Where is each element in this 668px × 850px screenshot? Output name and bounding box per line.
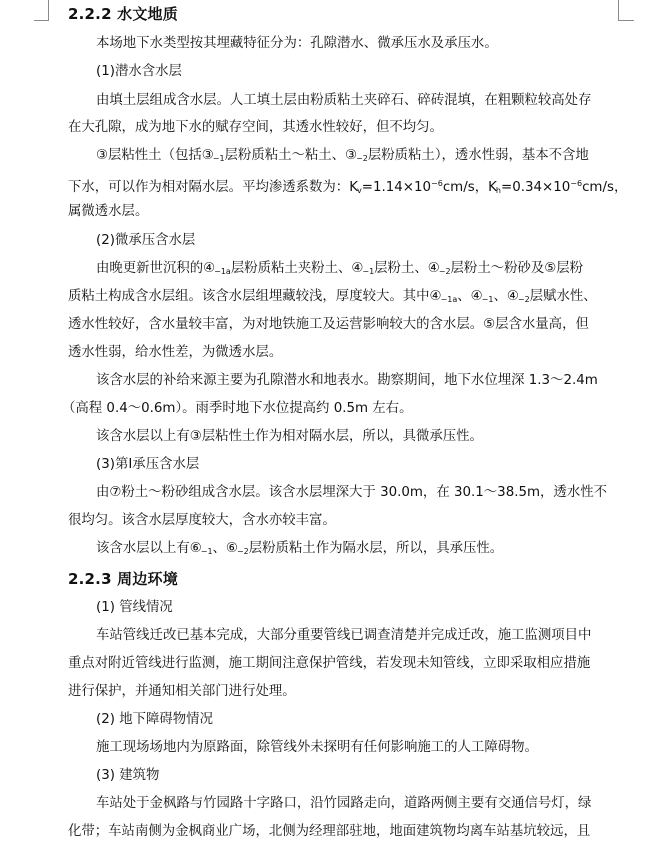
subscript: −1 [481,295,494,304]
subscript: −2 [517,295,530,304]
subscript: −2 [438,267,451,276]
paragraph-line: 透水性较好，含水量较丰富，为对地铁施工及运营影响较大的含水层。⑤层含水量高，但 [68,317,589,332]
paragraph-line: 施工现场场地内为原路面，除管线外未探明有任何影响施工的人工障碍物。 [96,740,538,755]
paragraph-line [96,259,583,282]
subscript: −2 [236,547,249,556]
paragraph-line: 由⑦粉土～粉砂组成含水层。该含水层埋深大于 30.0m，在 30.1～38.5m，透水性不 [96,485,607,500]
text-run: 层赋水性、 [529,289,597,304]
text-run: cm/s， [582,180,628,195]
text-run: =1.14×10 [361,180,432,195]
crop-mark-top-left-h [34,20,49,21]
subsection-title: (3)第Ⅰ承压含水层 [96,457,200,472]
paragraph-line: 由填土层组成含水层。人工填土层由粉质粘土夹碎石、碎砖混填，在粗颗粒较高处存 [96,93,592,108]
subscript: −1a [214,267,231,276]
superscript: −6 [570,179,583,188]
text-run: 层粉土～粉砂及⑤层粉 [450,261,584,276]
paragraph-line: 化带；车站南侧为金枫商业广场，北侧为经理部驻地，地面建筑物均离车站基坑较远，且 [68,824,591,839]
text-run: 、④ [493,289,519,304]
section-heading-hydrogeology: 2.2.2 水文地质 [68,5,178,23]
subscript: h [495,186,501,195]
paragraph-line: 本场地下水类型按其埋藏特征分为：孔隙潜水、微承压水及承压水。 [96,36,498,51]
text-run: 下水，可以作为相对隔水层。平均渗透系数为：K [68,180,358,195]
subscript: −1 [212,154,225,163]
paragraph-line: 在大孔隙，成为地下水的赋存空间，其透水性较好，但不均匀。 [68,120,443,135]
section-heading-surroundings: 2.2.3 周边环境 [68,570,178,588]
text-run: 、④ [457,289,483,304]
subsection-title: (1) 管线情况 [96,600,173,615]
subscript: −1 [200,547,213,556]
paragraph-line: 车站管线迁改已基本完成，大部分重要管线已调查清楚并完成迁改，施工监测项目中 [96,628,592,643]
paragraph-line: 该含水层的补给来源主要为孔隙潜水和地表水。勘察期间，地下水位埋深 1.3～2.4m [96,373,598,388]
paragraph-line: 重点对附近管线进行监测，施工期间注意保护管线，若发现未知管线，立即采取相应措施 [68,656,591,671]
text-run: ③层粘性土（包括③ [96,148,214,163]
paragraph-line: 车站处于金枫路与竹园路十字路口，沿竹园路走向，道路两侧主要有交通信号灯，绿 [96,796,592,811]
crop-mark-top-right-v [618,0,619,20]
subsection-title: (2)微承压含水层 [96,233,196,248]
paragraph-line: 很均匀。该含水层厚度较大，含水亦较丰富。 [68,513,336,528]
paragraph-line: 该含水层以上有③层粘性土作为相对隔水层，所以，具微承压性。 [96,429,483,444]
subsection-title: (3) 建筑物 [96,768,160,783]
crop-mark-top-right-h [618,20,634,21]
text-run: 层粉质粘土），透水性弱，基本不含地 [367,148,589,163]
text-run: 层粉质粘土作为隔水层，所以，具承压性。 [248,541,504,556]
subscript: −1 [362,267,375,276]
text-run: 层粉质粘土夹粉土、④ [230,261,364,276]
crop-mark-top-left-v [48,0,49,20]
superscript: −6 [431,179,443,188]
paragraph-line: 属微透水层。 [68,204,149,219]
subscript: v [356,186,362,195]
paragraph-line: 进行保护，并通知相关部门进行处理。 [68,684,296,699]
subsection-title: (1)潜水含水层 [96,64,182,79]
paragraph-line [96,539,503,562]
subscript: −2 [356,154,368,163]
text-run: 层粉质粘土～粘土、③ [224,148,358,163]
text-run: 该含水层以上有⑥ [96,541,202,556]
paragraph-line: （高程 0.4～0.6m）。雨季时地下水位提高约 0.5m 左右。 [62,401,413,416]
text-run: 质粘土构成含水层组。该含水层组埋藏较浅，厚度较大。其中④ [68,289,442,304]
paragraph-line [68,287,597,310]
paragraph-line [96,146,589,169]
text-run: 层粉土、④ [374,261,440,276]
text-run: =0.34×10 [500,180,571,195]
subsection-title: (2) 地下障碍物情况 [96,712,213,727]
paragraph-line: 透水性弱，给水性差，为微透水层。 [68,345,283,360]
text-run: cm/s，K [442,180,497,195]
text-run: 、⑥ [212,541,238,556]
text-run: 由晚更新世沉积的④ [96,261,216,276]
paragraph-line [68,174,627,201]
subscript: −1a [440,295,458,304]
